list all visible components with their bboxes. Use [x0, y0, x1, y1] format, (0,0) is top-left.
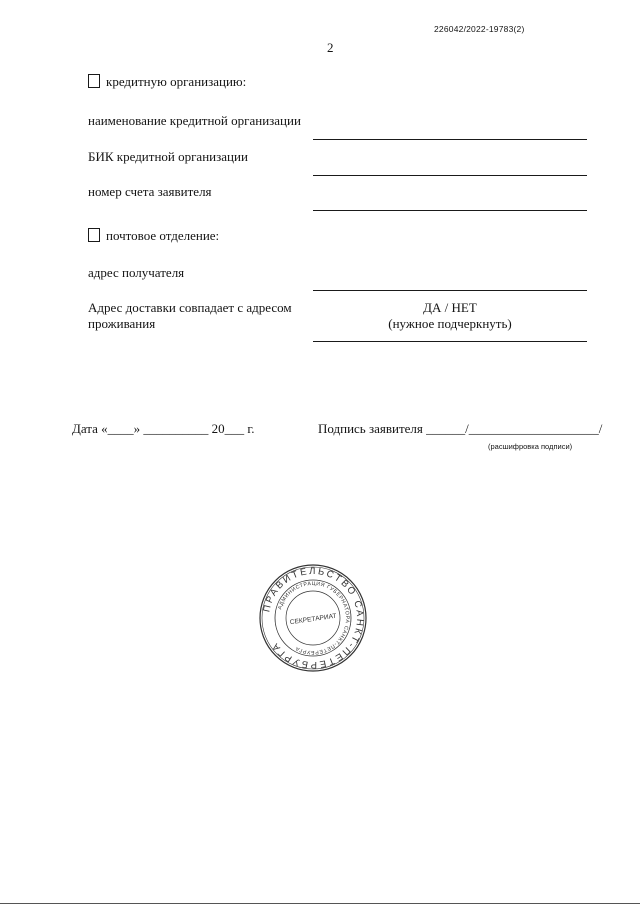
date-field[interactable]: Дата «____» __________ 20___ г.: [72, 421, 255, 436]
account-number-label: номер счета заявителя: [88, 184, 212, 199]
scan-bottom-edge: [0, 903, 640, 904]
credit-org-checkbox[interactable]: [88, 74, 100, 88]
account-number-field-line[interactable]: [313, 210, 587, 211]
bank-name-field-line[interactable]: [313, 139, 587, 140]
post-office-label: почтовое отделение:: [106, 228, 220, 243]
bik-label: БИК кредитной организации: [88, 149, 248, 164]
signature-decoding-hint: (расшифровка подписи): [488, 442, 573, 451]
delivery-question-line1: Адрес доставки совпадает с адресом: [88, 300, 292, 315]
seal-inner-text: АДМИНИСТРАЦИЯ ГУБЕРНАТОРА САНКТ-ПЕТЕРБУРГА: [277, 580, 351, 656]
underline-hint: (нужное подчеркнуть): [388, 316, 512, 331]
recipient-address-field-line[interactable]: [313, 290, 587, 291]
page-number: 2: [327, 40, 334, 55]
delivery-answer-line[interactable]: [313, 341, 587, 342]
seal-center-text: СЕКРЕТАРИАТ: [289, 612, 337, 627]
recipient-address-label: адрес получателя: [88, 265, 185, 280]
official-seal-stamp: [258, 563, 368, 673]
post-office-checkbox[interactable]: [88, 228, 100, 242]
seal-outer-text: ПРАВИТЕЛЬСТВО САНКТ-ПЕТЕРБУРГА: [261, 565, 366, 671]
document-number: 226042/2022-19783(2): [434, 24, 525, 34]
bik-field-line[interactable]: [313, 175, 587, 176]
credit-org-label: кредитную организацию:: [106, 74, 247, 89]
yes-no-answer[interactable]: ДА / НЕТ: [423, 300, 477, 315]
delivery-question-line2: проживания: [88, 316, 156, 331]
bank-name-label: наименование кредитной организации: [88, 113, 301, 128]
applicant-signature-field[interactable]: Подпись заявителя ______/____________________/: [318, 421, 603, 436]
